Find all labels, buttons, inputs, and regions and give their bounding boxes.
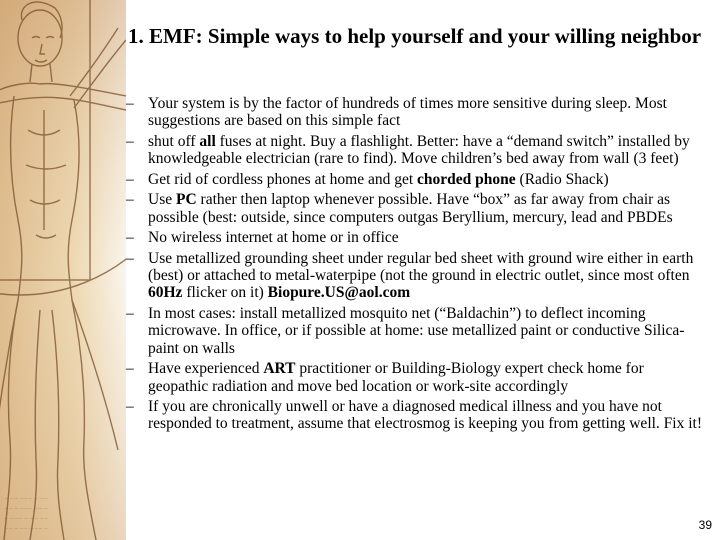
bullet-item (126, 360, 706, 395)
svg-text:~~ ~ ~~~ ~~ ~: ~~ ~ ~~~ ~~ ~ (4, 506, 49, 512)
bullet-text: practitioner or Building-Biology expert check home for geopathic radiation and move bed location or work-site accordingly (148, 360, 644, 395)
bullet-dash: – (126, 170, 134, 188)
bullet-text: rather then laptop whenever possible. Have “box” as far away from chair as possible (best: outside, since computers outgas Beryllium, mercury, lead and PBDEs (148, 191, 673, 226)
bullet-dash: – (126, 249, 134, 267)
bullet-dash: – (126, 95, 134, 112)
bullet-dash: – (126, 360, 134, 378)
bullet-dash: – (126, 398, 134, 416)
page-number: 39 (698, 518, 712, 532)
bullet-text: fuses at night. Buy a flashlight. Better: have a “demand switch” installed by knowledgeable electrician (rare to find). Move children’s bed away from wall (3 feet) (148, 132, 690, 168)
bullet-text: In most cases: install metallized mosquito net (“Baldachin”) to deflect incoming microwave. In office, or if possible at home: use metallized paint or conductive Silica-paint on walls (148, 305, 685, 357)
svg-text:~~ ~ ~~ ~~~ ~: ~~ ~ ~~ ~~~ ~ (4, 526, 49, 532)
bullet-item (126, 305, 706, 357)
bullet-text: No wireless internet at home or in office (148, 229, 399, 247)
svg-text:~ ~~ ~~~ ~ ~~: ~ ~~ ~~~ ~ ~~ (4, 496, 49, 502)
bullet-item (126, 398, 706, 433)
bullet-bold-text: ART (263, 360, 296, 378)
bullet-dash: – (126, 305, 134, 323)
bullet-bold-text: chorded phone (417, 170, 516, 188)
bullet-text: Use metallized grounding sheet under regular bed sheet with ground wire either in earth (best) or attached to metal-waterpipe (not the ground in electric outlet, since most often (148, 249, 694, 285)
bullet-dash: – (126, 132, 134, 150)
bullet-item (126, 191, 706, 226)
bullet-text: Use (148, 191, 176, 209)
bullet-text: Get rid of cordless phones at home and get (148, 170, 418, 188)
bullet-text: If you are chronically unwell or have a diagnosed medical illness and you have not responded to treatment, assume that electrosmog is keeping you from getting well. Fix it! (148, 398, 703, 433)
bullet-bold-text: all (199, 132, 216, 150)
vitruvian-man-illustration (0, 0, 126, 540)
bullet-item (126, 250, 706, 302)
bullet-item (126, 171, 706, 188)
bullet-dash: – (126, 229, 134, 247)
bullet-item (126, 133, 706, 168)
bullet-bold-text: PC (175, 191, 197, 209)
bullet-text: (Radio Shack) (515, 170, 609, 188)
bullet-bold-text: Biopure.US@aol.com (267, 284, 411, 302)
bullet-text: shut off (148, 132, 200, 150)
bullet-list (126, 95, 706, 436)
bullet-item (126, 229, 706, 246)
svg-text:~ ~~~ ~ ~~ ~~: ~ ~~~ ~ ~~ ~~ (4, 516, 49, 522)
bullet-text: Have experienced (148, 360, 264, 378)
bullet-text: flicker on it) (182, 284, 268, 302)
bullet-bold-text: 60Hz (148, 284, 183, 302)
slide-title: 1. EMF: Simple ways to help yourself and your willing neighbor (128, 24, 702, 48)
bullet-item (126, 95, 706, 130)
bullet-text: Your system is by the factor of hundreds of times more sensitive during sleep. Most suggestions are based on this simple fact (148, 95, 667, 130)
bullet-dash: – (126, 191, 134, 209)
